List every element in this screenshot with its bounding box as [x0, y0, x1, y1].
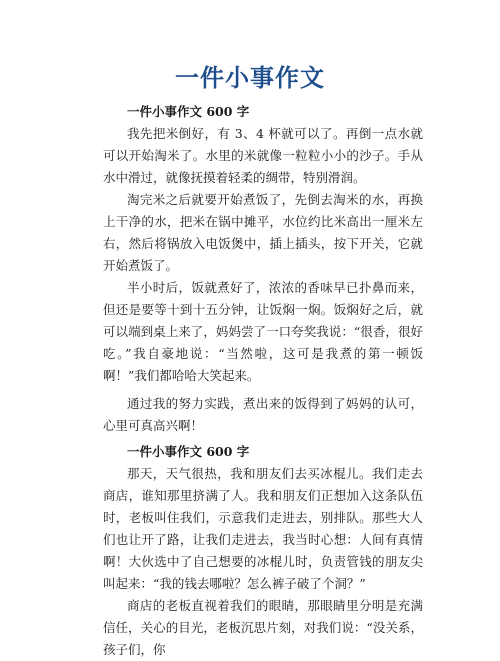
section-heading: 一件小事作文 600 字	[127, 444, 250, 459]
article-body	[103, 101, 423, 661]
paragraph: 我先把米倒好，有 3、4 杯就可以了。再倒一点水就可以开始淘米了。水里的米就像一粒粒小小的沙子。手从水中滑过，就像抚摸着轻柔的绸带，特别滑润。	[103, 126, 423, 185]
paragraph: 那天，天气很热，我和朋友们去买冰棍儿。我们走去商店，谁知那里挤满了人。我和朋友们正想加入这条队伍时，老板叫住我们，示意我们走进去，别排队。那些大人们也让开了路，让我们走进去，我当时心想：人间有真情啊！大伙选中了自己想要的冰棍儿时，负责管钱的朋友尖叫起来：“我的钱去哪啦？怎么裤子破了个洞？”	[103, 466, 423, 591]
paragraph: 商店的老板直视着我们的眼睛，那眼睛里分明是充满信任，关心的目光，老板沉思片刻，对我们说：“没关系，孩子们，你	[103, 598, 423, 657]
document-title: 一件小事作文	[175, 64, 325, 92]
paragraph: 通过我的努力实践，煮出来的饭得到了妈妈的认可，心里可真高兴啊！	[103, 396, 423, 433]
paragraph: 半小时后，饭就煮好了，浓浓的香味早已扑鼻而来，但还是要等十到十五分钟，让饭焖一焖。饭焖好之后，就可以端到桌上来了，妈妈尝了一口夸奖我说：“很香，很好吃。”我自豪地说：“当然啦，这可是我煮的第一顿饭啊！”我们都哈哈大笑起来。	[103, 280, 423, 383]
paragraph: 淘完米之后就要开始煮饭了，先倒去淘米的水，再换上干净的水，把米在锅中摊平，水位约比米高出一厘米左右，然后将锅放入电饭煲中，插上插头，按下开关，它就开始煮饭了。	[103, 192, 423, 273]
section-heading: 一件小事作文 600 字	[127, 104, 250, 119]
